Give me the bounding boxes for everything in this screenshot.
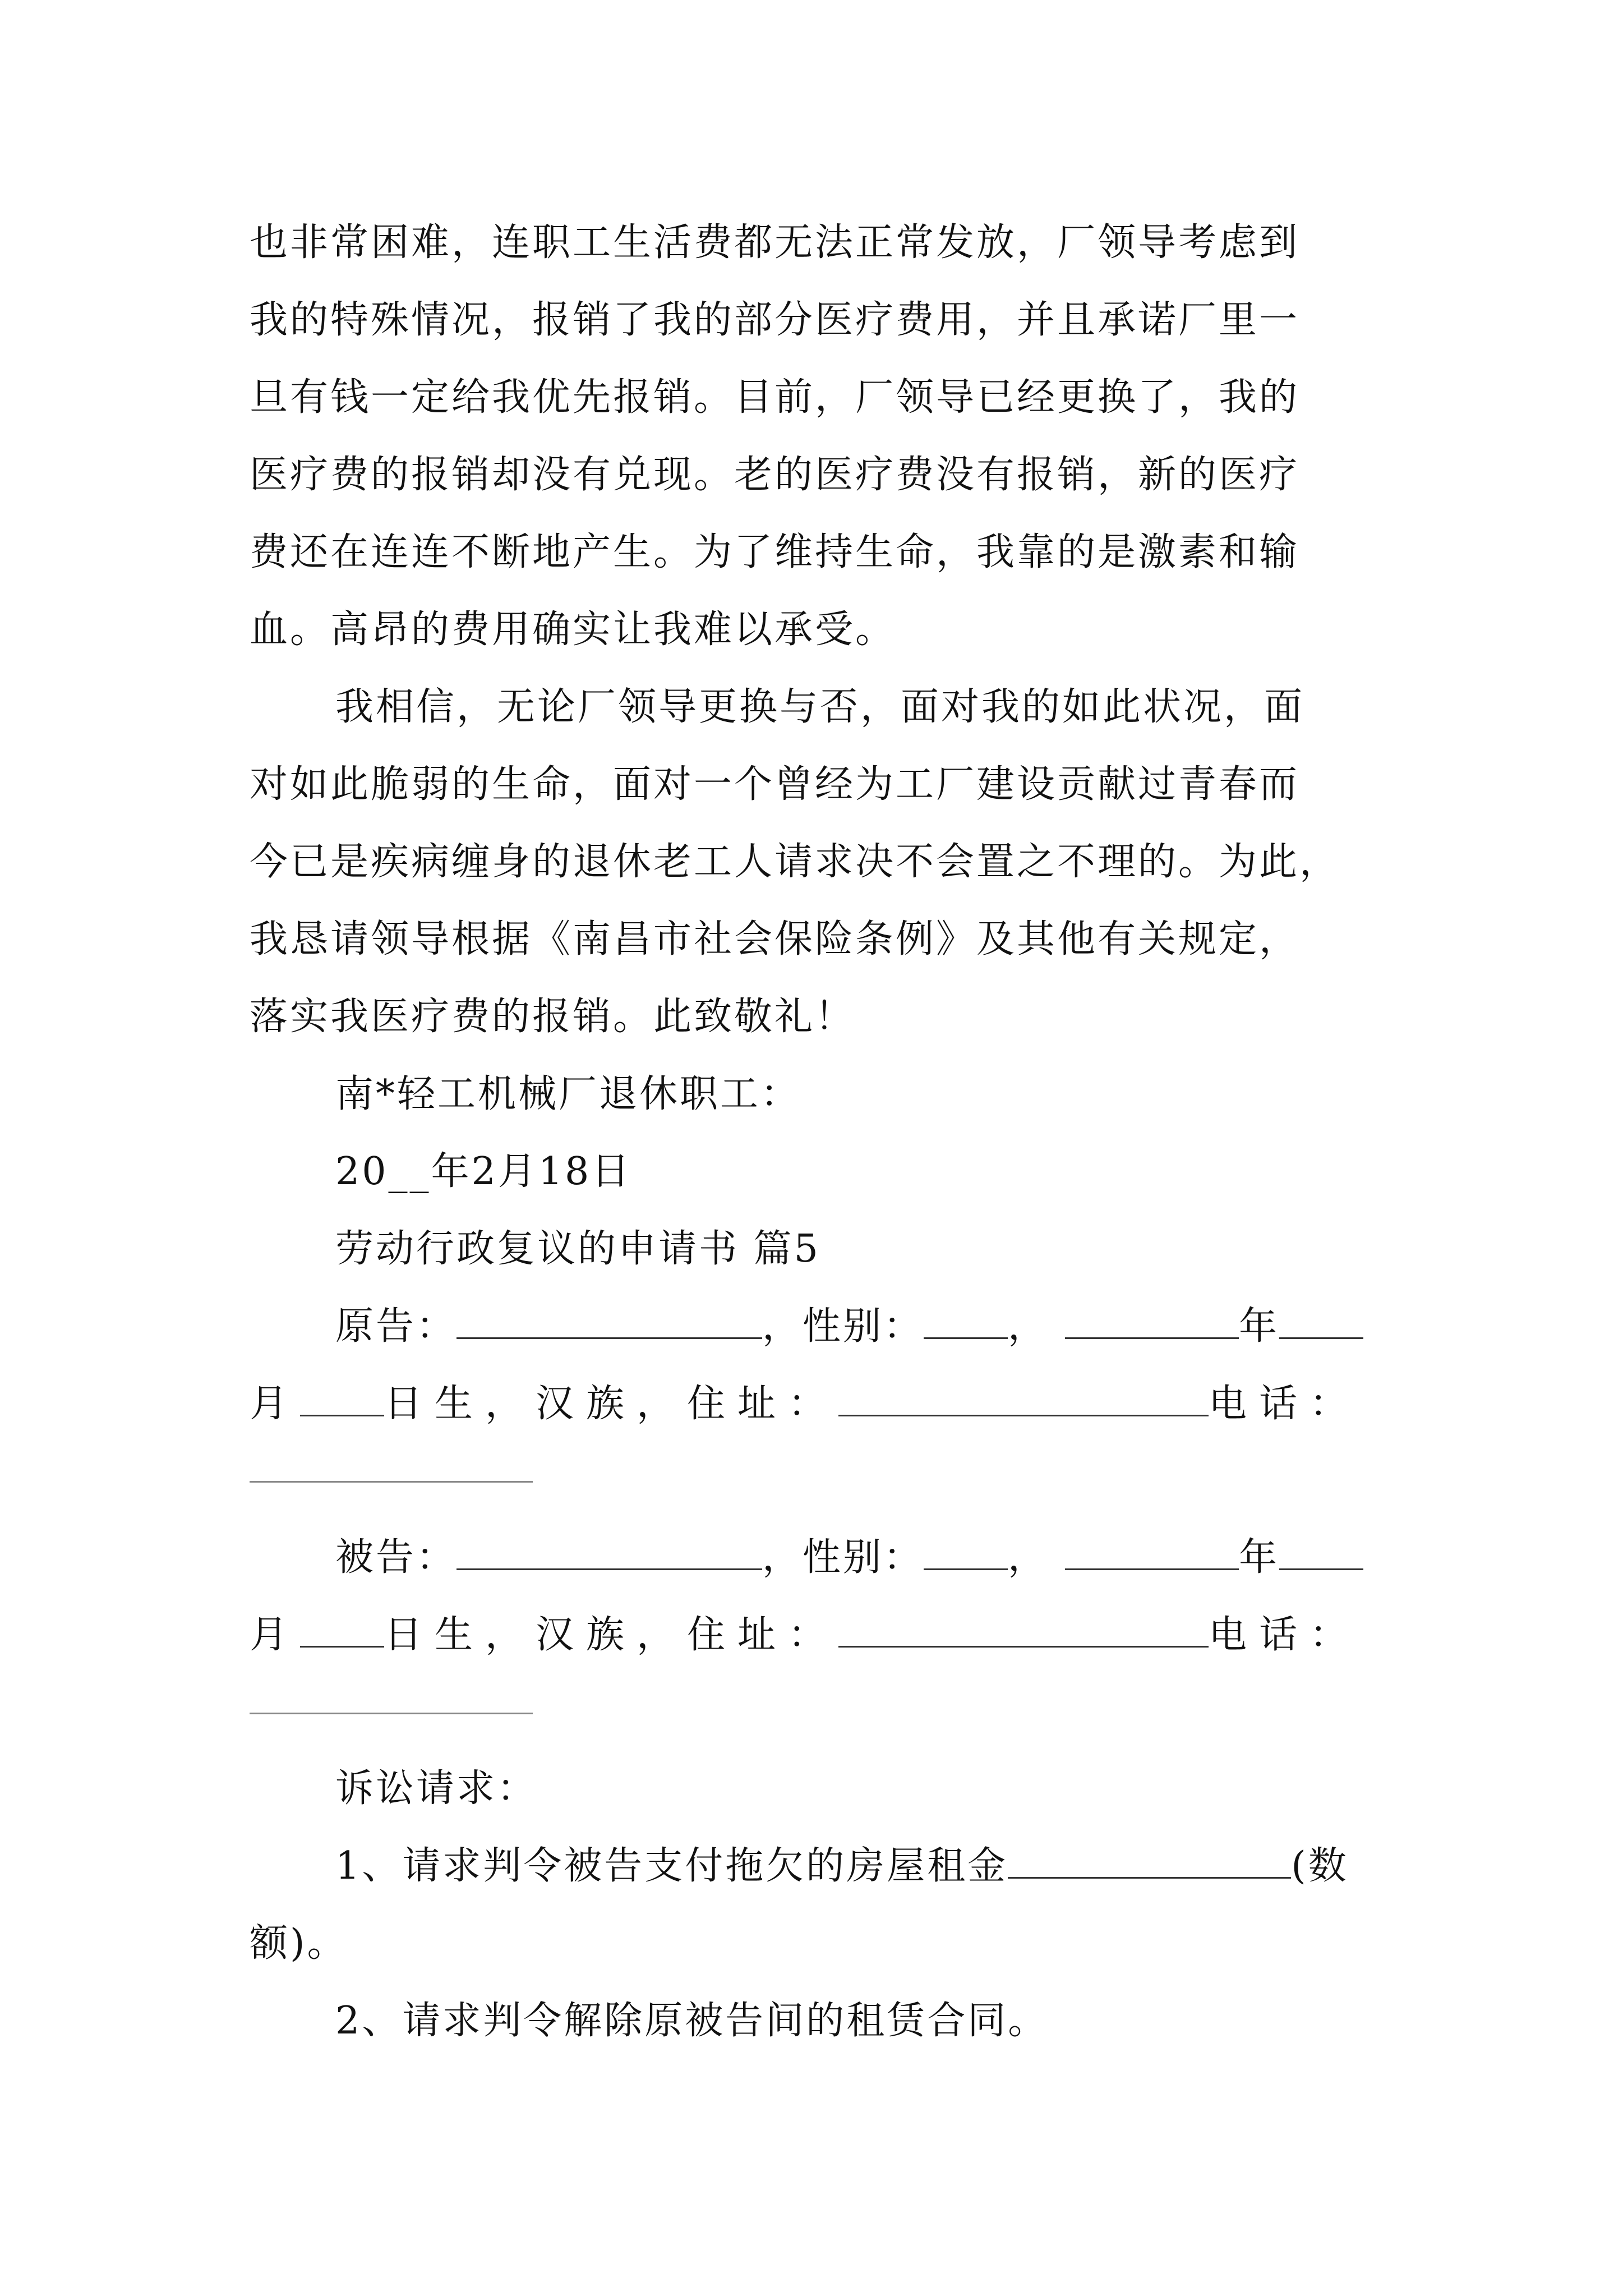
claim-1-line-2: 额)。	[250, 1921, 348, 1966]
defendant-line-2	[250, 1610, 1394, 1660]
defendant-day-blank[interactable]	[300, 1611, 384, 1648]
paragraph-2-line-1: 我相信，无论厂领导更换与否，面对我的如此状况，面	[335, 685, 1305, 729]
claim-1-amount-blank[interactable]	[1008, 1842, 1291, 1879]
claims-heading: 诉讼请求：	[335, 1766, 538, 1811]
claim-2: 2、请求判令解除原被告间的租赁合同。	[335, 1999, 1049, 2043]
claim-1-prefix: 1、请求判令被告支付拖欠的房屋租金	[335, 1844, 1008, 1888]
plaintiff-label: 原告：	[335, 1304, 457, 1349]
claim-1-suffix: (数	[1291, 1844, 1349, 1888]
plaintiff-phone-label: 电话：	[1209, 1382, 1361, 1426]
plaintiff-month-blank[interactable]	[1279, 1303, 1363, 1339]
paragraph-1-line-4: 医疗费的报销却没有兑现。老的医疗费没有报销，新的医疗	[250, 453, 1300, 497]
defendant-label: 被告：	[335, 1535, 457, 1580]
claim-1-line-1	[335, 1841, 1479, 1892]
plaintiff-address-blank[interactable]	[838, 1380, 1209, 1416]
paragraph-1-line-2: 我的特殊情况，报销了我的部分医疗费用，并且承诺厂里一	[250, 298, 1300, 342]
plaintiff-year-label: 年	[1239, 1304, 1280, 1349]
defendant-address-blank[interactable]	[838, 1611, 1209, 1648]
defendant-year-blank[interactable]	[1065, 1534, 1239, 1570]
paragraph-2-line-2: 对如此脆弱的生命，面对一个曾经为工厂建设贡献过青春而	[250, 762, 1300, 807]
plaintiff-phone-blank[interactable]	[250, 1481, 533, 1483]
paragraph-2-line-4: 我恳请领导根据《南昌市社会保险条例》及其他有关规定，	[250, 917, 1300, 961]
section-heading: 劳动行政复议的申请书 篇5	[335, 1227, 820, 1271]
paragraph-1-line-1: 也非常困难，连职工生活费都无法正常发放，厂领导考虑到	[250, 220, 1300, 265]
plaintiff-gender-label: ，性别：	[762, 1304, 924, 1349]
plaintiff-gender-blank[interactable]	[924, 1303, 1008, 1339]
plaintiff-line-1	[335, 1301, 1479, 1352]
defendant-month-label: 月	[250, 1613, 301, 1657]
paragraph-1-line-5: 费还在连连不断地产生。为了维持生命，我靠的是激素和输	[250, 530, 1300, 574]
defendant-gender-label: ，性别：	[762, 1535, 924, 1580]
defendant-line-1	[335, 1533, 1479, 1583]
plaintiff-name-blank[interactable]	[457, 1303, 762, 1339]
plaintiff-rest-label: 日生，汉族，住址：	[384, 1382, 839, 1426]
paragraph-2-line-3: 今已是疾病缠身的退休老工人请求决不会置之不理的。为此，	[250, 840, 1340, 884]
defendant-year-label: 年	[1239, 1535, 1280, 1580]
plaintiff-month-label: 月	[250, 1382, 301, 1426]
defendant-month-blank[interactable]	[1279, 1534, 1363, 1570]
plaintiff-line-2	[250, 1379, 1394, 1429]
date: 20__年2月18日	[335, 1149, 632, 1194]
defendant-name-blank[interactable]	[457, 1534, 762, 1570]
signature: 南*轻工机械厂退休职工：	[335, 1072, 801, 1116]
defendant-rest-label: 日生，汉族，住址：	[384, 1613, 839, 1657]
plaintiff-comma: ，	[1008, 1304, 1049, 1349]
paragraph-2-line-5: 落实我医疗费的报销。此致敬礼！	[250, 995, 856, 1039]
paragraph-1-line-3: 旦有钱一定给我优先报销。目前，厂领导已经更换了，我的	[250, 375, 1300, 420]
plaintiff-year-blank[interactable]	[1065, 1303, 1239, 1339]
plaintiff-day-blank[interactable]	[300, 1380, 384, 1416]
defendant-phone-label: 电话：	[1209, 1613, 1361, 1657]
defendant-comma: ，	[1008, 1535, 1049, 1580]
defendant-gender-blank[interactable]	[924, 1534, 1008, 1570]
paragraph-1-line-6: 血。高昂的费用确实让我难以承受。	[250, 608, 896, 652]
defendant-phone-blank[interactable]	[250, 1713, 533, 1714]
